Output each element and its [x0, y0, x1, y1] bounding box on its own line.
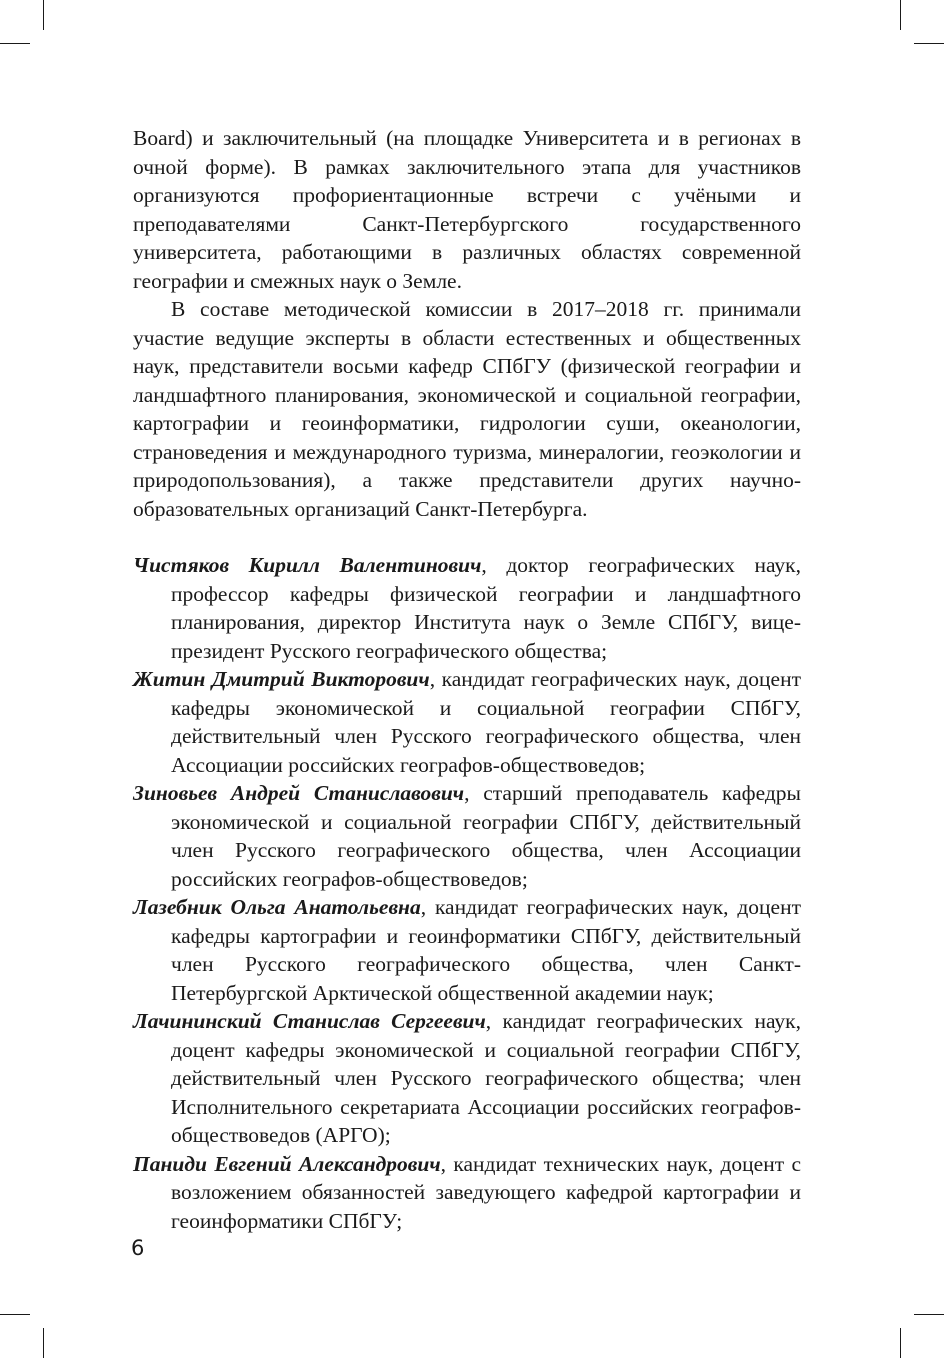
member-description: , старший преподаватель кафедры экономической и социальной географии СПбГУ, действительный член Русского географического общества, член Ассоциации российских географов-обществоведов; — [171, 781, 801, 891]
commission-members-list — [133, 551, 801, 1235]
member-name: Житин Дмитрий Викторович — [133, 667, 430, 691]
member-name: Чистяков Кирилл Валентинович — [133, 553, 482, 577]
member-name: Паниди Евгений Александрович — [133, 1151, 441, 1176]
list-item — [133, 551, 801, 665]
member-name: Лазебник Ольга Анатольевна — [133, 895, 421, 919]
list-item — [133, 1150, 801, 1236]
list-item — [133, 779, 801, 893]
list-item — [133, 1007, 801, 1150]
crop-mark-top-left — [0, 43, 30, 44]
member-description: , кандидат географических наук, доцент кафедры экономической и социальной географии СПбГУ, действительный член Русского географического общества, член Ассоциации российских географов-обществоведов; — [171, 667, 801, 777]
member-name: Лачининский Станислав Сергеевич — [133, 1009, 486, 1033]
list-item — [133, 665, 801, 779]
crop-mark-top-right — [914, 43, 944, 44]
intro-paragraph: Board) и заключительный (на площадке Университета и в регионах в очной форме). В рамках заключительного этапа для участников организуются профориентационные встречи с учёными и преподавателями Санкт-Петербургского государственного университета, работающими в различных областях современной географии и смежных наук о Земле. — [133, 126, 801, 293]
crop-mark-bottom-left — [0, 1314, 30, 1315]
member-description: , кандидат технических наук, доцент с возложением обязанностей заведующего кафедрой картографии и геоинформатики СПбГУ; — [171, 1151, 801, 1233]
crop-mark-top-left — [43, 0, 44, 30]
member-name: Зиновьев Андрей Станиславович — [133, 781, 465, 805]
page-body — [133, 124, 801, 1235]
crop-mark-bottom-right — [900, 1328, 901, 1358]
crop-mark-bottom-left — [43, 1328, 44, 1358]
crop-mark-bottom-right — [914, 1314, 944, 1315]
page-number: 6 — [131, 1236, 145, 1260]
member-description: , кандидат географических наук, доцент кафедры экономической и социальной географии СПбГУ, действительный член Русского географического общества; член Исполнительного секретариата Ассоциации российских географов-обществоведов (АРГО); — [171, 1009, 801, 1147]
member-description: , доктор географических наук, профессор кафедры физической географии и ландшафтного планирования, директор Института наук о Земле СПбГУ, вице-президент Русского географического общества; — [171, 553, 801, 663]
crop-mark-top-right — [900, 0, 901, 30]
member-description: , кандидат географических наук, доцент кафедры картографии и геоинформатики СПбГУ, действительный член Русского географического общества, член Санкт-Петербургской Арктической общественной академии наук; — [171, 895, 801, 1005]
list-item — [133, 893, 801, 1007]
intro-paragraph: В составе методической комиссии в 2017–2018 гг. принимали участие ведущие эксперты в области естественных и общественных наук, представители восьми кафедр СПбГУ (физической географии и ландшафтного планирования, экономической и социальной географии, картографии и геоинформатики, гидрологии суши, океанологии, страноведения и международного туризма, минералогии, геоэкологии и природопользования), а также представители других научно-образовательных организаций Санкт-Петербурга. — [133, 297, 801, 521]
